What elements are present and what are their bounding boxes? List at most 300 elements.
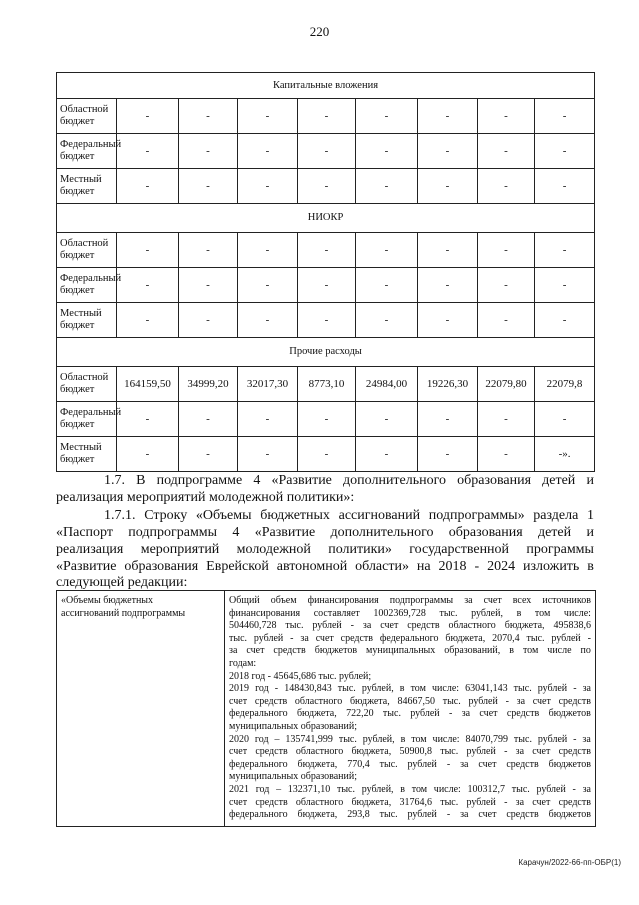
value-cell: 22079,80 [478, 367, 535, 402]
value-cell: - [535, 169, 595, 204]
word: год [255, 783, 270, 795]
section-header-row [57, 204, 595, 233]
word: «Развитие [271, 473, 332, 488]
word: год [255, 683, 269, 695]
value-cell: - [298, 268, 356, 303]
word: мероприятий [140, 542, 220, 557]
word: за [300, 632, 309, 644]
budget-row [57, 233, 595, 268]
value-cell: - [238, 437, 298, 472]
word: бюджета, [296, 708, 337, 720]
word: счет [532, 796, 551, 808]
word: числе [547, 645, 572, 657]
para-1-7-line2: реализация мероприятий молодежной политики»: [56, 490, 355, 505]
word: 495838,6 [553, 620, 591, 632]
passport-text-line [229, 746, 591, 759]
row-label: Областной бюджет [57, 99, 117, 134]
value-cell: - [356, 402, 418, 437]
passport-text-line [229, 645, 591, 658]
para-1-7-line1 [104, 473, 594, 489]
value-cell: - [478, 134, 535, 169]
page-number: 220 [309, 24, 330, 39]
value-cell: - [478, 437, 535, 472]
word: бюджетов [548, 758, 591, 770]
word: том [411, 783, 428, 795]
word: 1.7.1. [104, 508, 136, 523]
word: федерального [229, 758, 288, 770]
word: 2020 [229, 733, 249, 745]
word: рублей [312, 620, 342, 632]
word: образований, [444, 645, 501, 657]
para-1-7-1-line4 [56, 559, 594, 575]
value-cell: - [478, 303, 535, 338]
word: счет [478, 758, 497, 770]
word: тыс. [229, 632, 248, 644]
word: - [274, 683, 279, 695]
value-cell: - [418, 268, 478, 303]
word: средств [506, 708, 540, 720]
value-cell: - [179, 268, 238, 303]
value-cell: - [179, 402, 238, 437]
word: за [461, 708, 471, 720]
word: бюджета, [351, 746, 392, 758]
value-cell: - [117, 169, 179, 204]
word: рублей, [361, 683, 394, 695]
word: на [416, 559, 431, 574]
word: детей [537, 525, 572, 540]
value-cell: - [117, 303, 179, 338]
word: средств [273, 645, 306, 657]
value-cell: - [298, 134, 356, 169]
passport-text-line [229, 633, 591, 646]
word: 2018 год - 45645,686 тыс. рублей; [229, 670, 372, 682]
word: том [522, 645, 539, 657]
value-cell: - [418, 303, 478, 338]
section-header-row [57, 338, 595, 367]
word: 4 [253, 473, 261, 488]
passport-label-line1: «Объемы бюджетных [61, 595, 154, 606]
word: Еврейской [206, 559, 269, 574]
value-cell: - [238, 99, 298, 134]
word: в [516, 607, 522, 619]
word: средств [558, 695, 591, 707]
word: средств [255, 796, 288, 808]
section-header-row [57, 73, 595, 99]
word: образования [124, 559, 199, 574]
word: числе: [432, 733, 460, 745]
passport-text-line [229, 759, 591, 772]
word: годам: [229, 657, 257, 669]
value-cell: - [117, 437, 179, 472]
word: тыс. [440, 796, 459, 808]
word: В [136, 473, 146, 488]
word: тыс. [379, 809, 398, 821]
word: счет [478, 809, 497, 821]
word: - [573, 733, 577, 745]
word: бюджета, [297, 809, 338, 821]
word: федерального [229, 708, 288, 720]
word: подпрограммы [389, 595, 454, 606]
word: – [274, 733, 280, 745]
word: - [572, 783, 576, 795]
passport-text-line [229, 784, 591, 797]
budget-row [57, 367, 595, 402]
value-cell: - [238, 402, 298, 437]
value-cell: - [356, 437, 418, 472]
word: тыс. [285, 620, 304, 632]
passport-text-line [229, 721, 591, 734]
value-cell: - [117, 402, 179, 437]
passport-label-line2: ассигнований подпрограммы [61, 607, 186, 619]
word: муниципальных образований; [229, 720, 358, 732]
value-cell: - [478, 99, 535, 134]
value-cell: - [179, 99, 238, 134]
row-label: Федеральный бюджет [57, 134, 117, 169]
row-label: Федеральный бюджет [57, 268, 117, 303]
budget-row [57, 268, 595, 303]
word: в [400, 783, 405, 795]
section-title: Капитальные вложения [57, 73, 595, 99]
word: год [254, 733, 269, 745]
word: политики» [328, 542, 392, 557]
word: дополнительного [343, 473, 447, 488]
word: за [582, 733, 591, 745]
word: рублей [537, 733, 568, 745]
word: областного [448, 620, 496, 632]
word: рублей, [362, 733, 395, 745]
word: числе: [563, 607, 591, 619]
word: дополнительного [330, 525, 434, 540]
word: за [582, 683, 591, 695]
passport-content-cell [225, 591, 596, 827]
passport-text-line [229, 797, 591, 810]
word: рублей [410, 708, 440, 720]
value-cell: - [356, 268, 418, 303]
para-1-7-1-line2 [56, 525, 594, 541]
word: - [504, 796, 508, 808]
word: областного [295, 796, 344, 808]
word: тыс. [336, 783, 355, 795]
word: «Объемы [195, 508, 252, 523]
word: - [587, 632, 591, 644]
value-cell: - [535, 233, 595, 268]
word: рублей [407, 758, 437, 770]
value-cell: - [238, 169, 298, 204]
word: Строку [144, 508, 188, 523]
value-cell: - [298, 402, 356, 437]
value-cell: - [298, 437, 356, 472]
word: и [586, 473, 594, 488]
word: Общий [229, 595, 260, 606]
word: средств [558, 746, 591, 758]
document-code: Карачун/2022-66-пп-ОБР(1) [518, 858, 621, 867]
word: бюджета, [349, 695, 390, 707]
word: рублей [466, 796, 496, 808]
value-cell: - [356, 134, 418, 169]
section-title: НИОКР [57, 204, 595, 233]
passport-text-line [229, 658, 591, 671]
word: области» [355, 559, 409, 574]
word: 2019 [229, 683, 249, 695]
word: 2024 [487, 559, 516, 574]
row-label: Областной бюджет [57, 367, 117, 402]
word: 4 [232, 525, 240, 540]
value-cell: - [298, 303, 356, 338]
word: счет [483, 595, 502, 606]
value-cell: - [535, 268, 595, 303]
value-cell: - [238, 134, 298, 169]
word: тыс. [526, 632, 545, 644]
word: том [411, 733, 427, 745]
word: рублей [466, 746, 496, 758]
word: рублей [468, 695, 498, 707]
word: государственной [409, 542, 510, 557]
passport-text-line [229, 734, 591, 747]
passport-text-line [229, 708, 591, 721]
word: тыс. [440, 746, 459, 758]
word: средств [254, 695, 288, 707]
word: бюджета, [445, 632, 486, 644]
word: за [229, 645, 238, 657]
word: рублей [536, 783, 566, 795]
value-cell: - [418, 233, 478, 268]
word: 2070,4 [492, 632, 520, 644]
passport-text-line [229, 671, 591, 684]
value-cell: - [117, 233, 179, 268]
word: в [399, 683, 405, 695]
word: том [410, 683, 426, 695]
word: счет [479, 708, 498, 720]
value-cell: - [238, 303, 298, 338]
word: образования [448, 525, 523, 540]
value-cell: 24984,00 [356, 367, 418, 402]
word: средств [340, 632, 374, 644]
word: рублей [537, 683, 568, 695]
passport-text-line [229, 608, 591, 621]
word: ассигнований [338, 508, 421, 523]
word: за [464, 595, 473, 606]
word: счет [229, 796, 248, 808]
passport-text-line [229, 683, 591, 696]
word: средств [255, 746, 288, 758]
word: за [362, 620, 372, 632]
word: объем [270, 595, 297, 606]
word: - [290, 632, 294, 644]
value-cell: - [418, 169, 478, 204]
word: бюджета, [351, 796, 392, 808]
word: федерального [379, 632, 439, 644]
word: в [400, 733, 406, 745]
word: 84070,799 [465, 733, 508, 745]
word: - [350, 620, 354, 632]
value-cell: - [478, 169, 535, 204]
passport-text-line [229, 809, 591, 822]
word: 100312,7 [467, 783, 506, 795]
word: подпрограмме [156, 473, 243, 488]
word: тыс. [439, 607, 458, 619]
word: «Развитие [254, 525, 316, 540]
word: рублей [407, 809, 437, 821]
row-label: Местный бюджет [57, 303, 117, 338]
para-1-7-1-line5: следующей редакции: [56, 575, 188, 590]
value-cell: - [117, 99, 179, 134]
word: 50900,8 [399, 746, 432, 758]
word: - [474, 559, 480, 574]
word: тыс. [337, 683, 356, 695]
value-cell: - [418, 402, 478, 437]
budget-row [57, 303, 595, 338]
word: бюджетов [314, 645, 358, 657]
word: 1.7. [104, 473, 125, 488]
word: автономной [276, 559, 348, 574]
word: 63041,143 [465, 683, 508, 695]
value-cell: - [478, 268, 535, 303]
word: счет [315, 632, 334, 644]
word: муниципальных образований; [229, 771, 358, 783]
word: средств [558, 796, 591, 808]
value-cell: - [418, 99, 478, 134]
budget-row [57, 402, 595, 437]
word: бюджетов [548, 809, 591, 821]
word: 84667,50 [397, 695, 435, 707]
word: – [276, 783, 282, 795]
word: образования [457, 473, 532, 488]
row-label: Местный бюджет [57, 169, 117, 204]
value-cell: - [179, 134, 238, 169]
word: 1 [587, 508, 594, 523]
value-cell: - [535, 303, 595, 338]
value-cell: - [535, 402, 595, 437]
word: средств [407, 620, 440, 632]
word: подпрограммы [128, 525, 218, 540]
row-label: Местный бюджет [57, 437, 117, 472]
budget-row [57, 99, 595, 134]
word: 132371,10 [287, 783, 331, 795]
word: счет [229, 746, 248, 758]
word: тыс. [513, 733, 532, 745]
value-cell: - [117, 268, 179, 303]
budget-row [57, 437, 595, 472]
word: счет [380, 620, 399, 632]
value-cell: - [179, 303, 238, 338]
value-cell: 32017,30 [238, 367, 298, 402]
budget-row [57, 134, 595, 169]
word: тыс. [382, 708, 401, 720]
word: источников [542, 595, 591, 606]
word: тыс. [379, 758, 398, 770]
word: всех [512, 595, 532, 606]
value-cell: - [478, 233, 535, 268]
para-1-7-1-line1 [104, 508, 594, 524]
word: тыс. [513, 683, 532, 695]
value-cell: 22079,8 [535, 367, 595, 402]
word: за [515, 796, 525, 808]
word: 770,4 [347, 758, 370, 770]
word: за [460, 758, 469, 770]
value-cell: - [238, 268, 298, 303]
value-cell: - [356, 303, 418, 338]
word: бюджетов [548, 708, 591, 720]
word: - [449, 708, 453, 720]
row-label: Областной бюджет [57, 233, 117, 268]
passport-label-cell [57, 591, 225, 827]
passport-text-line [229, 696, 591, 709]
word: 504460,728 [229, 620, 277, 632]
word: подпрограммы» [428, 508, 525, 523]
value-cell: - [117, 134, 179, 169]
word: раздела [533, 508, 579, 523]
word: числе: [432, 683, 460, 695]
passport-text-line [229, 595, 591, 608]
word: 148430,843 [284, 683, 332, 695]
word: рублей, [361, 783, 394, 795]
word: и [586, 525, 594, 540]
word: счет [532, 746, 551, 758]
value-cell: - [298, 169, 356, 204]
value-cell: - [298, 233, 356, 268]
budget-table [56, 72, 595, 472]
passport-text-line [229, 771, 591, 784]
word: 2021 [229, 783, 249, 795]
word: счет [532, 695, 551, 707]
word: в [587, 559, 594, 574]
word: рублей, [471, 607, 503, 619]
word: составляет [313, 607, 360, 619]
word: за [582, 783, 591, 795]
word: тыс. [442, 695, 461, 707]
value-cell: - [179, 169, 238, 204]
word: - [504, 746, 508, 758]
word: «Паспорт [56, 525, 113, 540]
value-cell: - [535, 99, 595, 134]
word: средств [506, 758, 539, 770]
para-1-7-1-line3 [56, 542, 594, 558]
value-cell: 8773,10 [298, 367, 356, 402]
value-cell: - [478, 402, 535, 437]
word: финансирования [307, 595, 379, 606]
word: в [509, 645, 514, 657]
value-cell: - [238, 233, 298, 268]
word: рублей [551, 632, 581, 644]
word: числе: [433, 783, 461, 795]
word: рублей [253, 632, 284, 644]
word: счет [229, 695, 248, 707]
word: средств [506, 809, 539, 821]
word: областного [294, 695, 343, 707]
word: программы [526, 542, 594, 557]
value-cell: - [298, 99, 356, 134]
value-cell: - [535, 134, 595, 169]
word: 1002369,728 [373, 607, 426, 619]
word: бюджета, [504, 620, 545, 632]
word: том [534, 607, 551, 619]
word: бюджета, [297, 758, 338, 770]
value-cell: - [179, 437, 238, 472]
word: - [573, 683, 577, 695]
word: - [446, 758, 451, 770]
word: 293,8 [347, 809, 370, 821]
word: тыс. [338, 733, 357, 745]
word: детей [542, 473, 576, 488]
value-cell: 34999,20 [179, 367, 238, 402]
word: реализация [56, 542, 124, 557]
word: «Развитие [56, 559, 117, 574]
word: счет [246, 645, 265, 657]
word: за [516, 695, 526, 707]
passport-table [56, 590, 596, 827]
word: тыс. [511, 783, 530, 795]
value-cell: 19226,30 [418, 367, 478, 402]
